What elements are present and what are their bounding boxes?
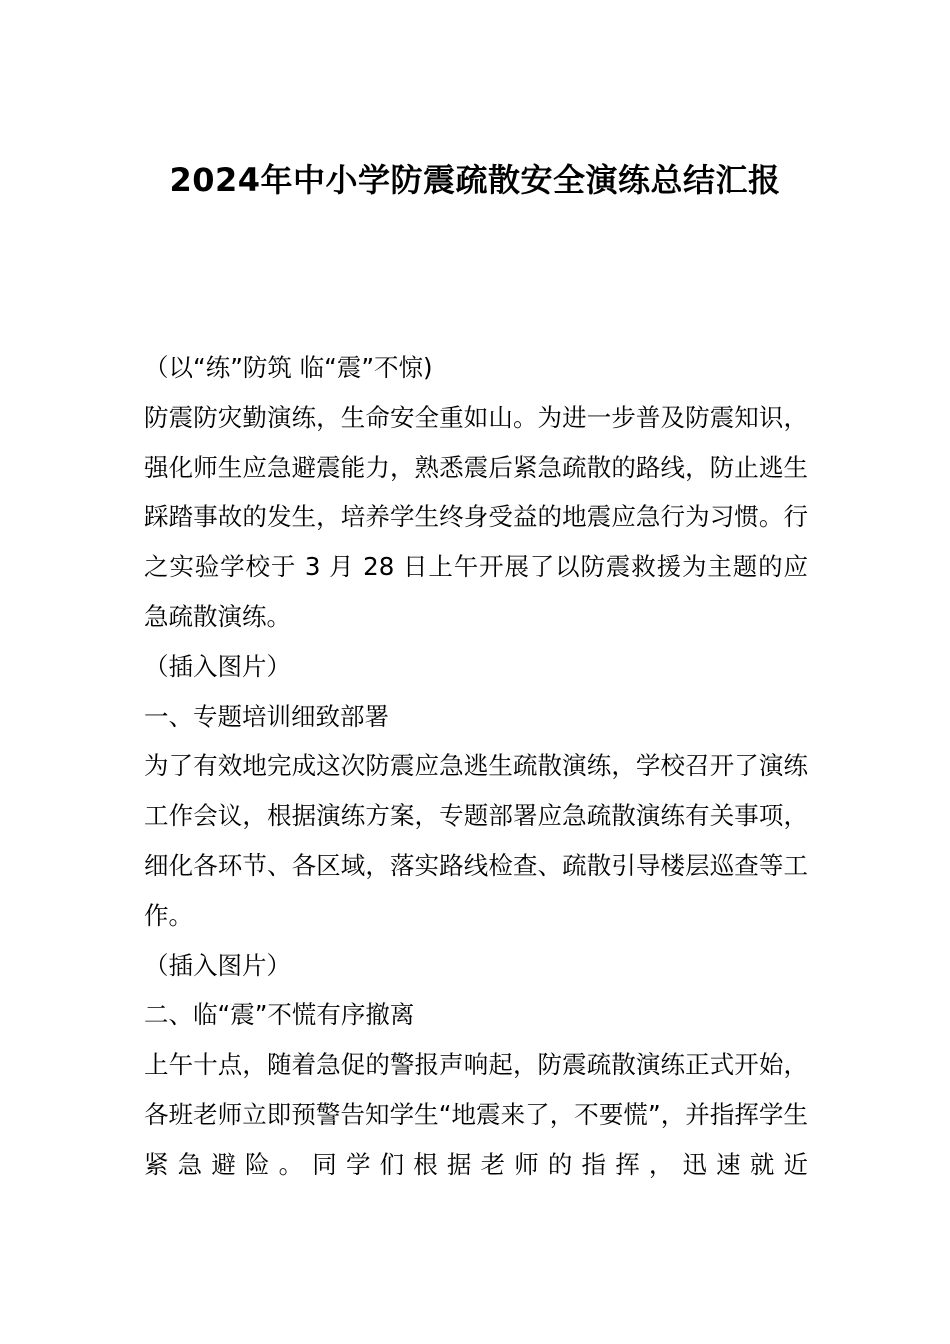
document-body — [144, 343, 808, 1190]
image-placeholder: （插入图片） — [144, 651, 291, 681]
subtitle-paragraph: （以“练”防筑 临“震”不惊) — [144, 353, 433, 382]
section-2-paragraph: 上午十点，随着急促的警报声响起，防震疏散演练正式开始，各班老师立即预警告知学生“地震来了，不要慌”，并指挥学生紧急避险。同学们根据老师的指挥，迅速就近 — [144, 1050, 808, 1179]
intro-paragraph: 防震防灾勤演练，生命安全重如山。为进一步普及防震知识，强化师生应急避震能力，熟悉震后紧急疏散的路线，防止逃生踩踏事故的发生，培养学生终身受益的地震应急行为习惯。行之实验学校于 3 月 28 日上午开展了以防震救援为主题的应急疏散演练。 — [144, 402, 808, 631]
section-heading-2: 二、临“震”不慌有序撤离 — [144, 1000, 415, 1030]
section-heading-1: 一、专题培训细致部署 — [144, 701, 389, 731]
section-1-paragraph: 为了有效地完成这次防震应急逃生疏散演练，学校召开了演练工作会议，根据演练方案，专题部署应急疏散演练有关事项，细化各环节、各区域，落实路线检查、疏散引导楼层巡查等工作。 — [144, 751, 808, 930]
image-placeholder: （插入图片） — [144, 950, 291, 980]
document-title: 2024年中小学防震疏散安全演练总结汇报 — [169, 161, 781, 199]
